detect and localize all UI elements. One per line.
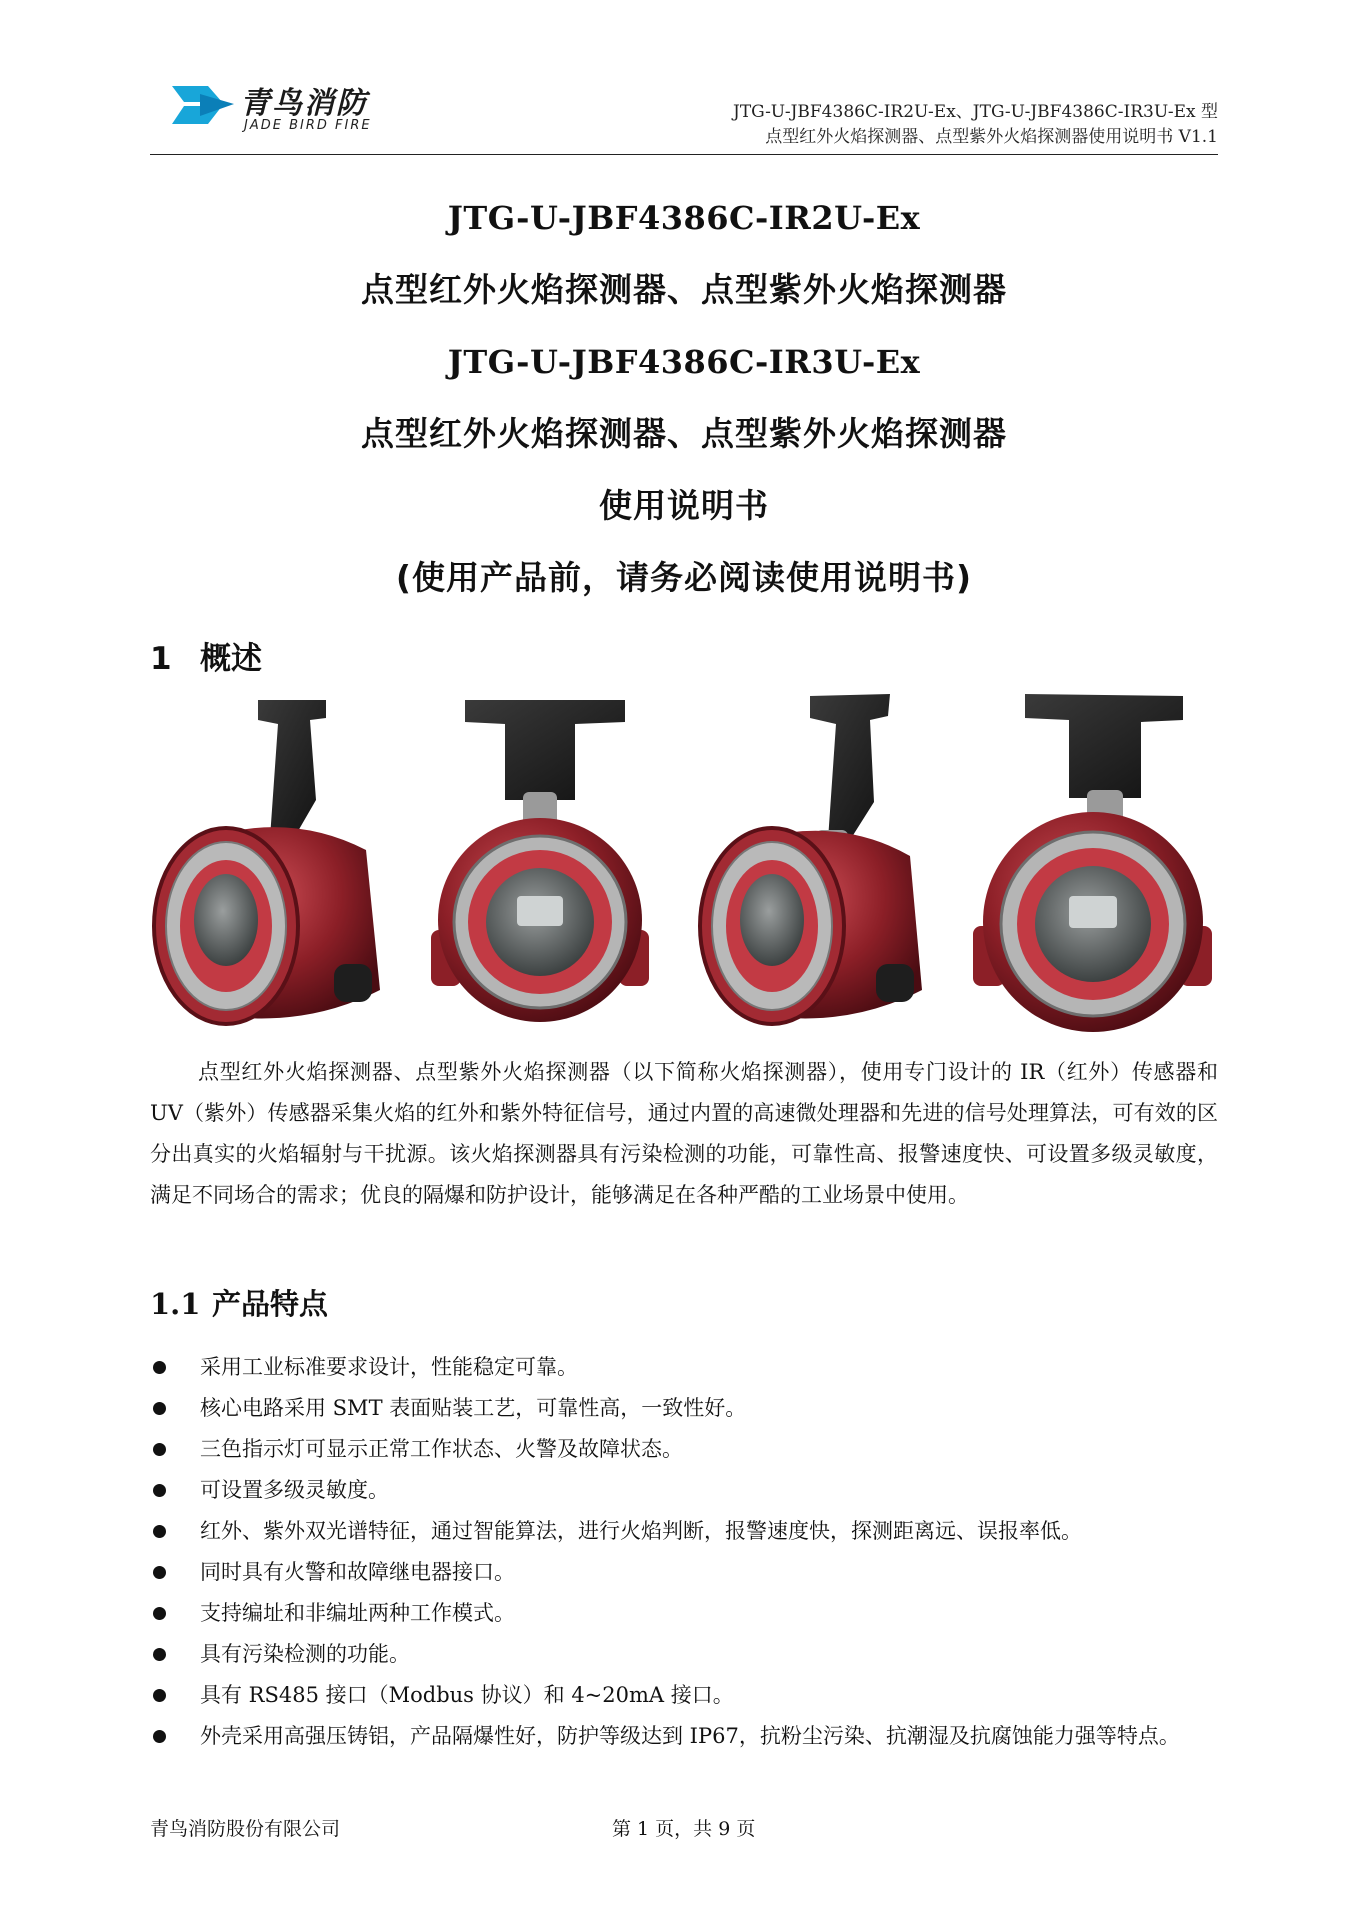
overview-text: 点型红外火焰探测器、点型紫外火焰探测器（以下简称火焰探测器），使用专门设计的 IR（红外）传感器和 UV（紫外）传感器采集火焰的红外和紫外特征信号，通过内置的高速微处理器和先进的信号处理算法，可有效的区分出真实的火焰辐射与干扰源。该火焰探测器具有污染检测的功能，可靠性高、报警速度快、可设置多级灵敏度，满足不同场合的需求；优良的隔爆和防护设计，能够满足在各种严酷的工业场景中使用。: [150, 1060, 1218, 1207]
list-item: [150, 1470, 1218, 1511]
feature-text: 红外、紫外双光谱特征，通过智能算法，进行火焰判断，报警速度快，探测距离远、误报率低。: [200, 1519, 1082, 1543]
section-title: 概述: [200, 641, 262, 677]
feature-text: 同时具有火警和故障继电器接口。: [200, 1560, 515, 1584]
list-item: [150, 1388, 1218, 1429]
company-logo: [170, 76, 420, 142]
subsection-number: 1.1: [150, 1287, 201, 1321]
feature-text: 外壳采用高强压铸铝，产品隔爆性好，防护等级达到 IP67，抗粉尘污染、抗潮湿及抗腐蚀能力强等特点。: [200, 1724, 1180, 1748]
product-photo-front-view-2: [965, 690, 1220, 1050]
title-model-ir3u: JTG-U-JBF4386C-IR3U-Ex: [447, 343, 921, 381]
feature-text: 支持编址和非编址两种工作模式。: [200, 1601, 515, 1625]
list-item: [150, 1593, 1218, 1634]
list-item: [150, 1716, 1218, 1757]
product-photo-front-view-1: [425, 690, 655, 1050]
title-model-ir2u: JTG-U-JBF4386C-IR2U-Ex: [447, 199, 921, 237]
title-product-name-2: 点型红外火焰探测器、点型紫外火焰探测器: [361, 414, 1007, 453]
title-notice: (使用产品前，请务必阅读使用说明书): [395, 558, 973, 597]
bullet-icon: [153, 1689, 166, 1702]
bullet-icon: [153, 1402, 166, 1415]
feature-text: 三色指示灯可显示正常工作状态、火警及故障状态。: [200, 1437, 683, 1461]
bullet-icon: [153, 1730, 166, 1743]
overview-paragraph: [150, 1052, 1218, 1216]
footer-page-number: 第 1 页，共 9 页: [612, 1818, 756, 1840]
doc-title-line: 点型红外火焰探测器、点型紫外火焰探测器使用说明书 V1.1: [765, 127, 1218, 147]
doc-model-line: JTG-U-JBF4386C-IR2U-Ex、JTG-U-JBF4386C-IR3U-Ex 型: [733, 102, 1218, 122]
logo-cn-text: 青鸟消防: [240, 86, 368, 121]
section-number: 1: [150, 641, 172, 677]
feature-text: 可设置多级灵敏度。: [200, 1478, 389, 1502]
footer-company: 青鸟消防股份有限公司: [150, 1818, 341, 1840]
feature-text: 具有 RS485 接口（Modbus 协议）和 4~20mA 接口。: [200, 1683, 734, 1707]
list-item: [150, 1429, 1218, 1470]
logo-en-text: JADE BIRD FIRE: [244, 118, 372, 133]
list-item: [150, 1347, 1218, 1388]
bullet-icon: [153, 1484, 166, 1497]
list-item: [150, 1634, 1218, 1675]
title-manual: 使用说明书: [599, 486, 769, 525]
bullet-icon: [153, 1443, 166, 1456]
section-1-1-heading: [150, 1282, 328, 1323]
list-item: [150, 1675, 1218, 1716]
product-photo-side-view-1: [148, 690, 388, 1050]
feature-text: 采用工业标准要求设计，性能稳定可靠。: [200, 1355, 578, 1379]
bullet-icon: [153, 1361, 166, 1374]
title-product-name-1: 点型红外火焰探测器、点型紫外火焰探测器: [361, 270, 1007, 309]
product-photo-side-view-2: [690, 690, 930, 1050]
bullet-icon: [153, 1525, 166, 1538]
bullet-icon: [153, 1566, 166, 1579]
feature-list: [150, 1347, 1218, 1757]
feature-text: 核心电路采用 SMT 表面贴装工艺，可靠性高，一致性好。: [200, 1396, 747, 1420]
subsection-title: 产品特点: [212, 1287, 329, 1321]
document-reference: [733, 100, 1218, 150]
list-item: [150, 1511, 1218, 1552]
feature-text: 具有污染检测的功能。: [200, 1642, 410, 1666]
bullet-icon: [153, 1648, 166, 1661]
list-item: [150, 1552, 1218, 1593]
section-1-heading: [150, 633, 262, 678]
bullet-icon: [153, 1607, 166, 1620]
page-header: [150, 70, 1218, 155]
document-title: [150, 195, 1218, 627]
